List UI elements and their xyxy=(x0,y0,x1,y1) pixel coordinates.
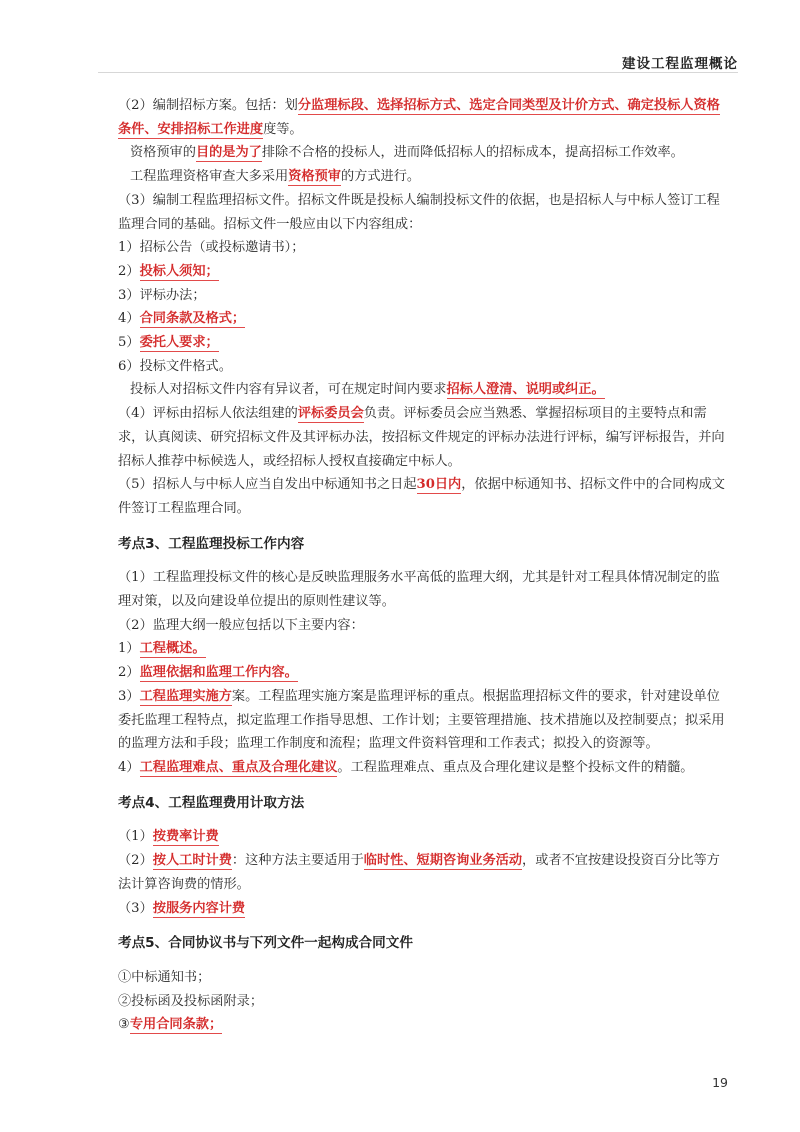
list-item: 2）投标人须知； xyxy=(118,263,219,279)
list-item: 6）投标文件格式。 xyxy=(118,358,232,374)
list-item: ③专用合同条款； xyxy=(118,1017,223,1033)
section-heading-5: 考点5、合同协议书与下列文件一起构成合同文件 xyxy=(118,935,413,952)
highlight: 资格预审 xyxy=(288,169,341,185)
section-heading-4: 考点4、工程监理费用计取方法 xyxy=(118,794,305,811)
highlight: 临时性、短期咨询业务活动 xyxy=(363,853,523,869)
paragraph-outline-contents: （2）监理大纲一般应包括以下主要内容： xyxy=(118,617,364,633)
highlight: 目的是为了 xyxy=(195,145,262,161)
highlight: 评标委员会 xyxy=(297,406,364,422)
highlight: 专用合同条款； xyxy=(129,1017,223,1033)
highlight: 工程监理实施方 xyxy=(139,688,232,704)
highlight: 分监理标段、选择招标方式、选定合同类型及计价方式、确定投标人资格条件、安排招标工作进度 xyxy=(118,98,720,137)
paragraph-objection: 投标人对招标文件内容有异议者，可在规定时间内要求招标人澄清、说明或纠正。 xyxy=(130,382,605,398)
list-item: ①中标通知书； xyxy=(118,969,211,985)
list-item: ②投标函及投标函附录； xyxy=(118,993,264,1009)
list-item: 5）委托人要求； xyxy=(118,335,219,351)
running-header: 建设工程监理概论 xyxy=(622,56,738,72)
list-item: 4）合同条款及格式； xyxy=(118,311,246,327)
paragraph-bid-core: （1）工程监理投标文件的核心是反映监理服务水平高低的监理大纲，尤其是针对工程具体情况制定的监理对策，以及向建设单位提出的原则性建议等。 xyxy=(118,570,720,610)
paragraph-contract-signing: （5）招标人与中标人应当自发出中标通知书之日起30日内，依据中标通知书、招标文件中的合同构成文件签订工程监理合同。 xyxy=(118,477,725,516)
section-heading-3: 考点3、工程监理投标工作内容 xyxy=(118,535,305,552)
highlight: 按人工时计费 xyxy=(152,853,232,869)
list-item: 3）工程监理实施方案。工程监理实施方案是监理评标的重点。根据监理招标文件的要求，针对建设单位委托监理工程特点，拟定监理工作指导思想、工作计划；主要管理措施、技术措施以及控制要点；拟采用的监理方法和手段；监理工作制度和流程；监理文件资料管理和工作表式；拟投入的资源等。 xyxy=(118,688,725,752)
page-number: 19 xyxy=(712,1075,728,1090)
highlight: 30日内 xyxy=(416,477,462,493)
highlight: 委托人要求； xyxy=(139,335,219,351)
highlight: 合同条款及格式； xyxy=(139,311,246,327)
list-item: 1）工程概述。 xyxy=(118,641,206,657)
highlight: 投标人须知； xyxy=(139,263,219,279)
page-body xyxy=(118,94,730,1037)
paragraph-bidding-plan: （2）编制招标方案。包括：划分监理标段、选择招标方式、选定合同类型及计价方式、确定投标人资格条件、安排招标工作进度度等。 xyxy=(118,98,720,137)
list-item: 1）招标公告（或投标邀请书）； xyxy=(118,240,305,256)
highlight: 招标人澄清、说明或纠正。 xyxy=(446,382,605,398)
list-item: （2）按人工时计费：这种方法主要适用于临时性、短期咨询业务活动，或者不宜按建设投资百分比等方法计算咨询费的情形。 xyxy=(118,853,720,892)
list-item: 3）评标办法； xyxy=(118,287,206,303)
paragraph-prequal-purpose: 资格预审的目的是为了排除不合格的投标人，进而降低招标人的招标成本，提高招标工作效率。 xyxy=(130,145,684,161)
highlight: 工程概述。 xyxy=(139,641,206,657)
highlight: 工程监理难点、重点及合理化建议 xyxy=(139,759,338,775)
highlight: 按费率计费 xyxy=(152,829,219,845)
list-item: （3）按服务内容计费 xyxy=(118,900,246,916)
paragraph-tender-docs: （3）编制工程监理招标文件。招标文件既是投标人编制投标文件的依据，也是招标人与中标人签订工程监理合同的基础。招标文件一般应由以下内容组成： xyxy=(118,192,720,232)
highlight: 监理依据和监理工作内容。 xyxy=(139,665,298,681)
paragraph-evaluation: （4）评标由招标人依法组建的评标委员会负责。评标委员会应当熟悉、掌握招标项目的主要特点和需求，认真阅读、研究招标文件及其评标办法，按招标文件规定的评标办法进行评标，编写评标报告，并向招标人推荐中标候选人，或经招标人授权直接确定中标人。 xyxy=(118,406,725,469)
paragraph-prequal-method: 工程监理资格审查大多采用资格预审的方式进行。 xyxy=(130,169,421,185)
list-item: 2）监理依据和监理工作内容。 xyxy=(118,665,298,681)
header-divider xyxy=(98,72,738,73)
list-item: （1）按费率计费 xyxy=(118,829,219,845)
highlight: 按服务内容计费 xyxy=(152,900,246,916)
list-item: 4）工程监理难点、重点及合理化建议。工程监理难点、重点及合理化建议是整个投标文件的精髓。 xyxy=(118,759,694,775)
